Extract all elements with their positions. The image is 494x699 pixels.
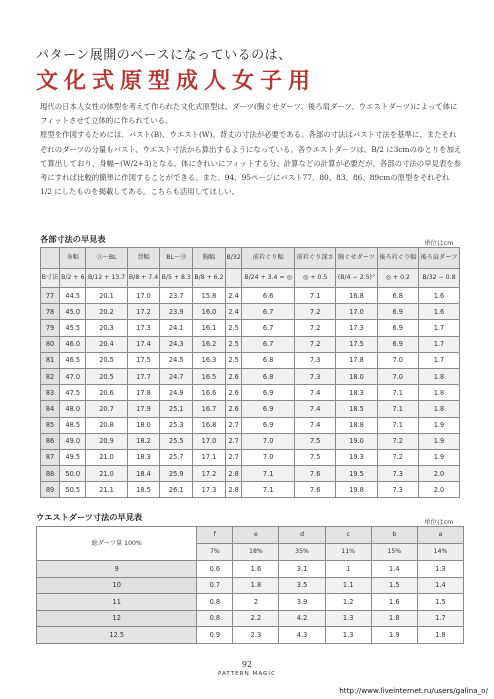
table-cell: 1.8 <box>417 627 463 644</box>
table-cell: 16.5 <box>193 368 226 384</box>
row-key-cell: 79 <box>41 320 60 336</box>
percent-cell: 14% <box>417 544 463 561</box>
table-cell: 17.7 <box>127 368 160 384</box>
table-cell: 1.6 <box>233 561 279 578</box>
table-cell: 6.9 <box>242 385 295 401</box>
table-cell: 7.3 <box>377 482 418 498</box>
table-cell: 1.7 <box>418 352 459 368</box>
table-cell: 1.8 <box>418 401 459 417</box>
percent-cell: 18% <box>233 544 279 561</box>
table-cell: 7.6 <box>295 466 336 482</box>
table-cell: 16.0 <box>193 304 226 320</box>
table-cell: 1.7 <box>417 610 463 627</box>
table-cell: 1.8 <box>418 368 459 384</box>
table-cell: 7.0 <box>242 433 295 449</box>
table-cell: 18.8 <box>336 417 377 433</box>
table-row <box>41 417 460 433</box>
table-cell: 1.2 <box>325 594 371 611</box>
formula-cell: B/8 + 7.4 <box>127 269 160 288</box>
table-cell: 2.8 <box>225 482 241 498</box>
table1-unit: 単位はcm <box>424 239 454 247</box>
table-cell: 16.7 <box>193 401 226 417</box>
row-key-cell: 11 <box>37 594 197 611</box>
row-key-cell: 81 <box>41 352 60 368</box>
table-cell: 7.6 <box>295 482 336 498</box>
table-row <box>41 368 460 384</box>
row-key-cell: 12 <box>37 610 197 627</box>
table-cell: 20.1 <box>86 288 127 304</box>
column-header: 胸幅 <box>193 248 226 269</box>
table-cell: 7.2 <box>295 320 336 336</box>
formula-cell <box>225 269 241 288</box>
table-cell: 7.0 <box>377 352 418 368</box>
table-cell: 2.0 <box>418 482 459 498</box>
table-cell: 24.7 <box>160 368 193 384</box>
row-key-cell: 85 <box>41 417 60 433</box>
table-cell: 20.5 <box>86 368 127 384</box>
percent-cell: 35% <box>279 544 325 561</box>
table-cell: 20.2 <box>86 304 127 320</box>
table-cell: 44.5 <box>60 288 86 304</box>
row-label-header: B寸法 <box>41 269 60 288</box>
table-cell: 2.5 <box>225 336 241 352</box>
table-cell: 17.9 <box>127 401 160 417</box>
corner-cell: 総ダーツ量 100% <box>37 527 197 561</box>
table-cell: 17.3 <box>336 320 377 336</box>
intro-heading: パターン展開のベースになっているのは、 <box>36 48 292 63</box>
row-key-cell: 10 <box>37 577 197 594</box>
table-cell: 1 <box>325 561 371 578</box>
table-cell: 7.4 <box>295 417 336 433</box>
table-cell: 18.3 <box>336 385 377 401</box>
table-cell: 7.1 <box>242 482 295 498</box>
paragraph: 現代の日本人女性の体型を考えて作られた文化式原型は、ダーツ(胸ぐせダーツ、後ろ肩ダーツ、ウエストダーツ)によって体にフィットさせて立体的に作られている。 <box>40 102 458 126</box>
table-cell: 17.5 <box>127 352 160 368</box>
table-cell: 20.5 <box>86 352 127 368</box>
table-cell: 19.0 <box>336 433 377 449</box>
table-cell: 7.4 <box>295 385 336 401</box>
table-cell: 17.4 <box>127 336 160 352</box>
table-cell: 2.7 <box>225 449 241 465</box>
table-cell: 18.4 <box>127 466 160 482</box>
table-cell: 0.8 <box>197 594 233 611</box>
table-cell: 1.9 <box>418 417 459 433</box>
formula-cell: B/24 + 3.4 = ◎ <box>242 269 295 288</box>
table-row <box>41 433 460 449</box>
column-header: 前衿ぐり深さ <box>295 248 336 269</box>
table-cell: 6.7 <box>242 320 295 336</box>
table-cell: 3.5 <box>279 577 325 594</box>
table-cell: 17.8 <box>336 352 377 368</box>
row-key-cell: 78 <box>41 304 60 320</box>
table-cell: 20.3 <box>86 320 127 336</box>
column-header: b <box>371 527 417 544</box>
table-cell: 6.9 <box>242 417 295 433</box>
column-header: a <box>417 527 463 544</box>
table2-title: ウエストダーツ寸法の早見表 <box>36 512 143 522</box>
table-cell: 1.3 <box>417 561 463 578</box>
table-cell: 7.2 <box>295 336 336 352</box>
row-key-cell: 83 <box>41 385 60 401</box>
column-header: c <box>325 527 371 544</box>
waist-dart-table-body <box>37 561 464 644</box>
table1-title: 各部寸法の早見表 <box>40 234 106 244</box>
table-cell: 2.8 <box>225 466 241 482</box>
table-cell: 20.9 <box>86 433 127 449</box>
table-cell: 2.3 <box>233 627 279 644</box>
table-row <box>41 482 460 498</box>
table-row <box>41 385 460 401</box>
formula-cell: (B/4 − 2.5)° <box>336 269 377 288</box>
table-cell: 23.7 <box>160 288 193 304</box>
table-cell: 18.2 <box>127 433 160 449</box>
table-cell: 6.9 <box>377 304 418 320</box>
table-cell: 19.8 <box>336 482 377 498</box>
table-cell: 2.4 <box>225 304 241 320</box>
table-cell: 25.3 <box>160 417 193 433</box>
formula-cell: B/8 + 6.2 <box>193 269 226 288</box>
table-cell: 15.8 <box>193 288 226 304</box>
row-key-cell: 12.5 <box>37 627 197 644</box>
table-cell: 2.5 <box>225 320 241 336</box>
column-header: 胸ぐせダーツ <box>336 248 377 269</box>
table-cell: 7.1 <box>377 417 418 433</box>
table-cell: 20.4 <box>86 336 127 352</box>
formula-cell: B/5 + 8.3 <box>160 269 193 288</box>
table-cell: 19.3 <box>336 449 377 465</box>
table-row <box>37 594 464 611</box>
table-cell: 26.1 <box>160 482 193 498</box>
table-cell: 0.8 <box>197 610 233 627</box>
table-cell: 16.8 <box>336 288 377 304</box>
table-cell: 18.5 <box>127 482 160 498</box>
table-cell: 16.2 <box>193 336 226 352</box>
table-cell: 46.5 <box>60 352 86 368</box>
table-cell: 16.3 <box>193 352 226 368</box>
formula-cell: ◎ + 0.2 <box>377 269 418 288</box>
table-cell: 24.1 <box>160 320 193 336</box>
table-cell: 6.9 <box>377 336 418 352</box>
table-row <box>41 449 460 465</box>
table-cell: 49.0 <box>60 433 86 449</box>
table-cell: 20.7 <box>86 401 127 417</box>
table-cell: 1.9 <box>371 627 417 644</box>
table-cell: 0.7 <box>197 577 233 594</box>
table-cell: 0.9 <box>197 627 233 644</box>
table-cell: 6.7 <box>242 336 295 352</box>
table-cell: 7.1 <box>295 288 336 304</box>
table-cell: 18.0 <box>127 417 160 433</box>
table-row <box>41 320 460 336</box>
table-cell: 1.5 <box>371 577 417 594</box>
table-cell: 17.3 <box>127 320 160 336</box>
table-cell: 46.0 <box>60 336 86 352</box>
table-cell: 48.5 <box>60 417 86 433</box>
table-cell: 7.5 <box>295 449 336 465</box>
table-cell: 3.1 <box>279 561 325 578</box>
table-cell: 6.9 <box>242 401 295 417</box>
table-cell: 6.8 <box>377 288 418 304</box>
page-title: 文化式原型成人女子用 <box>36 68 317 94</box>
book-title: PATTERN MAGIC <box>218 671 276 677</box>
table-cell: 18.5 <box>336 401 377 417</box>
table-cell: 6.6 <box>242 288 295 304</box>
column-header: 後ろ衿ぐり幅 <box>377 248 418 269</box>
table-cell: 2.2 <box>233 610 279 627</box>
table-cell: 7.3 <box>295 368 336 384</box>
table-cell: 2.4 <box>225 288 241 304</box>
table-cell: 21.0 <box>86 449 127 465</box>
table-cell: 17.5 <box>336 336 377 352</box>
table-cell: 24.3 <box>160 336 193 352</box>
table-cell: 1.3 <box>325 627 371 644</box>
table-cell: 50.5 <box>60 482 86 498</box>
row-key-cell: 84 <box>41 401 60 417</box>
paragraph: 原型を作図するためには、バスト(B)、ウエスト(W)、背丈の寸法が必要である。各部の寸法はバスト寸法を基準に、またそれぞれのダーツの分量もバスト、ウエスト寸法から算出するようになっている。各ウエストダーツは、B/2 に3cmのゆとりを加えて算出しており、身幅−(W/2+3)となる。体にきれいにフィットする分、計算などの計算が必要だが、各部の寸法の早見表を参考にすれば比較的簡単に作図することができる。また、94、95ページにバスト77、80、83、86、89cmの原型をそれぞれ 1/2 にしたものを掲載してある。こちらも活用してほしい。 <box>40 130 462 197</box>
table-cell: 1.8 <box>233 577 279 594</box>
table-cell: 21.1 <box>86 482 127 498</box>
row-key-cell: 88 <box>41 466 60 482</box>
table-cell: 7.3 <box>295 352 336 368</box>
table-cell: 7.1 <box>242 466 295 482</box>
body-text <box>40 100 462 199</box>
table-cell: 2.5 <box>225 352 241 368</box>
corner-cell <box>41 248 60 269</box>
table-cell: 21.0 <box>86 466 127 482</box>
row-key-cell: 80 <box>41 336 60 352</box>
column-header: d <box>279 527 325 544</box>
table-row <box>41 401 460 417</box>
table-cell: 2 <box>233 594 279 611</box>
row-key-cell: 87 <box>41 449 60 465</box>
table-cell: 6.8 <box>242 352 295 368</box>
table-cell: 17.0 <box>193 433 226 449</box>
formula-cell: B/32 − 0.8 <box>418 269 459 288</box>
row-key-cell: 9 <box>37 561 197 578</box>
table-cell: 7.4 <box>295 401 336 417</box>
table-cell: 45.5 <box>60 320 86 336</box>
table2-unit: 単位はcm <box>424 518 454 526</box>
table-cell: 1.6 <box>418 288 459 304</box>
table-cell: 1.8 <box>418 385 459 401</box>
row-key-cell: 89 <box>41 482 60 498</box>
table-cell: 6.9 <box>377 320 418 336</box>
table-cell: 20.6 <box>86 385 127 401</box>
table-cell: 7.5 <box>295 433 336 449</box>
table-cell: 25.7 <box>160 449 193 465</box>
table-row <box>41 466 460 482</box>
table-cell: 18.3 <box>127 449 160 465</box>
table-cell: 2.7 <box>225 433 241 449</box>
table-cell: 7.2 <box>377 449 418 465</box>
table-row <box>41 288 460 304</box>
percent-cell: 7% <box>197 544 233 561</box>
table-cell: 17.2 <box>127 304 160 320</box>
table-cell: 24.9 <box>160 385 193 401</box>
table-row <box>41 304 460 320</box>
percent-cell: 11% <box>325 544 371 561</box>
column-header: 身幅 <box>60 248 86 269</box>
table-cell: 50.0 <box>60 466 86 482</box>
formula-cell: B/2 + 6 <box>60 269 86 288</box>
table-row <box>37 561 464 578</box>
percent-cell: 15% <box>371 544 417 561</box>
table-cell: 1.6 <box>371 594 417 611</box>
table-cell: 20.8 <box>86 417 127 433</box>
table-cell: 17.0 <box>127 288 160 304</box>
table-cell: 16.6 <box>193 385 226 401</box>
table-cell: 45.0 <box>60 304 86 320</box>
table-cell: 1.4 <box>417 577 463 594</box>
table-cell: 24.5 <box>160 352 193 368</box>
table-cell: 17.8 <box>127 385 160 401</box>
page-number: 92 <box>241 660 253 669</box>
table-cell: 7.3 <box>377 466 418 482</box>
table-cell: 2.6 <box>225 401 241 417</box>
table-row <box>41 336 460 352</box>
table-cell: 1.4 <box>371 561 417 578</box>
table-cell: 0.6 <box>197 561 233 578</box>
table-cell: 4.2 <box>279 610 325 627</box>
row-key-cell: 86 <box>41 433 60 449</box>
table-cell: 7.0 <box>242 449 295 465</box>
table-cell: 16.1 <box>193 320 226 336</box>
table-cell: 1.7 <box>418 320 459 336</box>
table-cell: 6.7 <box>242 304 295 320</box>
measurements-table <box>40 247 460 498</box>
table-cell: 48.0 <box>60 401 86 417</box>
table-cell: 17.0 <box>336 304 377 320</box>
table-cell: 25.5 <box>160 433 193 449</box>
column-header: e <box>233 527 279 544</box>
table-cell: 1.9 <box>418 449 459 465</box>
table-cell: 19.5 <box>336 466 377 482</box>
table-cell: 47.5 <box>60 385 86 401</box>
formula-cell: ◎ + 0.5 <box>295 269 336 288</box>
table-cell: 23.9 <box>160 304 193 320</box>
table-cell: 1.3 <box>325 610 371 627</box>
table-cell: 1.7 <box>418 336 459 352</box>
table-cell: 47.0 <box>60 368 86 384</box>
table-cell: 4.3 <box>279 627 325 644</box>
formula-cell: B/12 + 13.7 <box>86 269 127 288</box>
table-cell: 1.8 <box>371 610 417 627</box>
table-cell: 2.7 <box>225 417 241 433</box>
column-header: Ⓐ〜BL <box>86 248 127 269</box>
column-header: 後ろ肩ダーツ <box>418 248 459 269</box>
table-cell: 25.9 <box>160 466 193 482</box>
table-row <box>41 352 460 368</box>
table-cell: 2.0 <box>418 466 459 482</box>
column-header: 前衿ぐり幅 <box>242 248 295 269</box>
table-row <box>37 627 464 644</box>
watermark-url: http://www.liveinternet.ru/users/galina_o/ <box>339 686 488 695</box>
column-header: BL〜Ⓑ <box>160 248 193 269</box>
table-cell: 7.0 <box>377 368 418 384</box>
table-cell: 7.1 <box>377 385 418 401</box>
table-cell: 17.2 <box>193 466 226 482</box>
column-header: B/32 <box>225 248 241 269</box>
measurements-table-body <box>41 288 460 498</box>
table-cell: 17.1 <box>193 449 226 465</box>
table-cell: 3.9 <box>279 594 325 611</box>
table-row <box>37 610 464 627</box>
table-cell: 18.0 <box>336 368 377 384</box>
table-cell: 25.1 <box>160 401 193 417</box>
table-cell: 49.5 <box>60 449 86 465</box>
waist-dart-table <box>36 526 464 644</box>
column-header: 背幅 <box>127 248 160 269</box>
table-cell: 17.3 <box>193 482 226 498</box>
column-header: f <box>197 527 233 544</box>
table-cell: 7.2 <box>377 433 418 449</box>
row-key-cell: 82 <box>41 368 60 384</box>
table-cell: 7.1 <box>377 401 418 417</box>
table-cell: 1.1 <box>325 577 371 594</box>
row-key-cell: 77 <box>41 288 60 304</box>
table-cell: 1.5 <box>417 594 463 611</box>
table-cell: 6.8 <box>242 368 295 384</box>
table-cell: 2.6 <box>225 368 241 384</box>
table-cell: 1.9 <box>418 433 459 449</box>
table-cell: 2.6 <box>225 385 241 401</box>
table-cell: 7.2 <box>295 304 336 320</box>
table-cell: 1.6 <box>418 304 459 320</box>
table-row <box>37 577 464 594</box>
table-cell: 16.8 <box>193 417 226 433</box>
